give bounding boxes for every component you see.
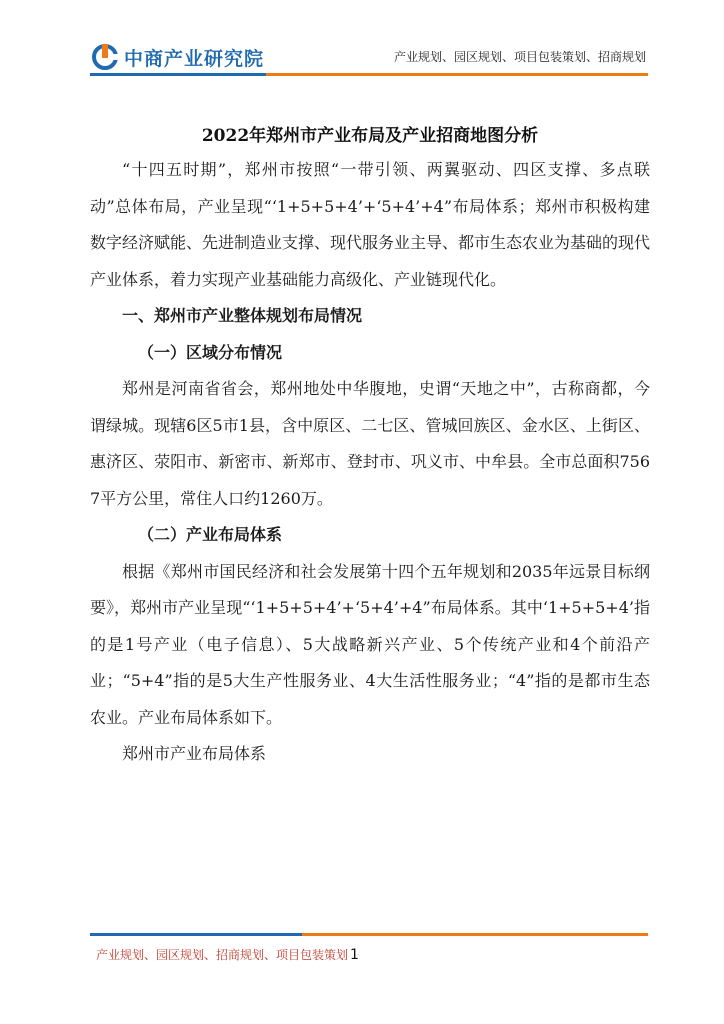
page-header — [0, 0, 724, 90]
page-footer — [96, 946, 359, 963]
brand-name: 中商产业研究院 — [124, 47, 265, 70]
regions-paragraph: 郑州是河南省省会，郑州地处中华腹地，史谓“天地之中”，古称商都，今谓绿城。现辖6区5市1县，含中原区、二七区、管城回族区、金水区、上街区、惠济区、荥阳市、新密市、新郑市、登封市、巩义市、中牟县。全市总面积7567平方公里，常住人口约1260万。 — [90, 379, 650, 508]
document-body — [90, 120, 650, 773]
footer-divider-orange — [302, 933, 648, 936]
section-heading-1: 一、郑州市产业整体规划布局情况 — [122, 306, 363, 325]
industry-system-paragraph: 根据《郑州市国民经济和社会发展第十四个五年规划和2035年远景目标纲要》，郑州市产业呈现“‘1+5+5+4’+‘5+4’+4”布局体系。其中‘1+5+5+4’指的是1号产业（电子信息）、5大战略新兴产业、5个传统产业和4个前沿产业；“5+4”指的是5大生产性服务业、4大生活性服务业；“4”指的是都市生态农业。产业布局体系如下。 — [90, 561, 650, 727]
brand-logo — [90, 40, 264, 74]
footer-tagline: 产业规划、园区规划、招商规划、项目包装策划 — [96, 948, 349, 962]
subsection-heading-industry-system: （二）产业布局体系 — [138, 525, 283, 544]
intro-paragraph: “十四五时期”，郑州市按照“一带引领、两翼驱动、四区支撑、多点联动”总体布局，产业呈现“‘1+5+5+4’+‘5+4’+4”布局体系；郑州市积极构建数字经济赋能、先进制造业支撑、现代服务业主导、都市生态农业为基础的现代产业体系，着力实现产业基础能力高级化、产业链现代化。 — [90, 160, 651, 289]
page-number: 1 — [350, 947, 359, 963]
figure-caption: 郑州市产业布局体系 — [122, 744, 267, 763]
subsection-heading-regions: （一）区域分布情况 — [138, 342, 283, 362]
document-title: 2022年郑州市产业布局及产业招商地图分析 — [201, 126, 539, 146]
header-divider-blue — [90, 73, 266, 76]
header-divider-orange — [266, 73, 648, 76]
header-tagline: 产业规划、园区规划、项目包装策划、招商规划 — [393, 50, 646, 64]
footer-divider-blue — [90, 933, 302, 936]
brand-logo-icon — [90, 42, 120, 72]
